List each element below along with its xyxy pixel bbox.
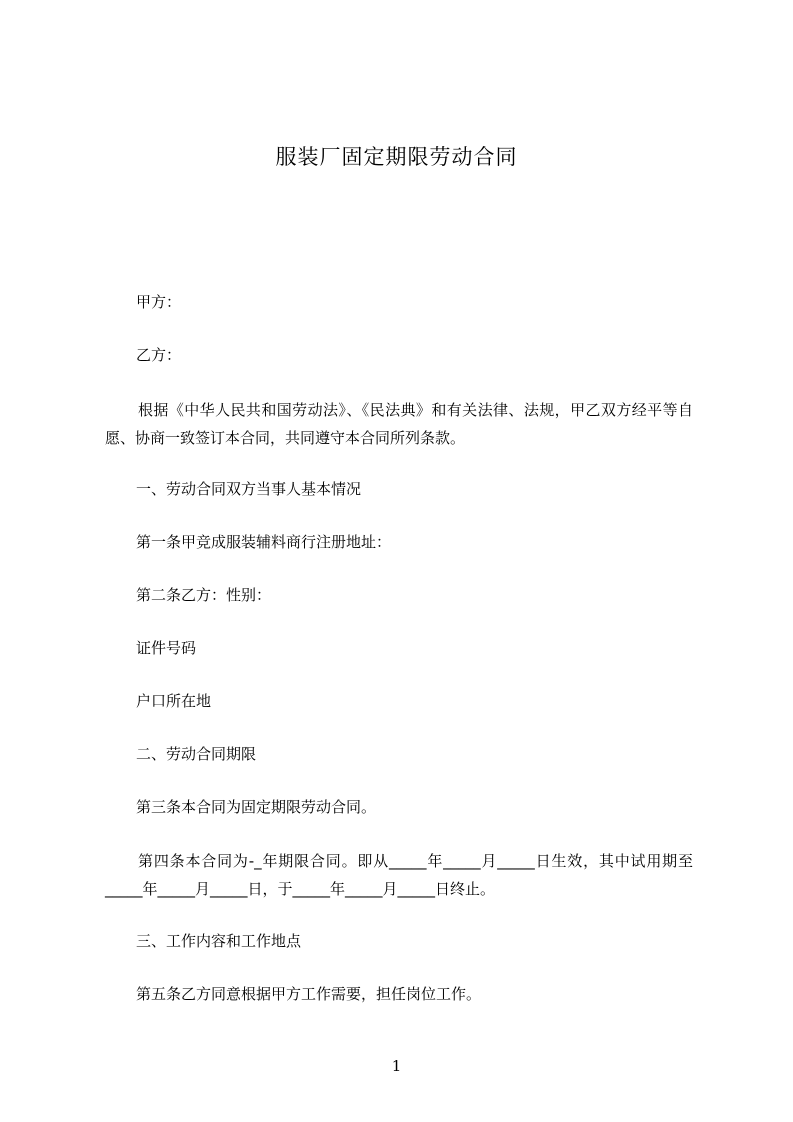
page-number: 1 <box>391 1057 402 1075</box>
section-3-heading: 三、工作内容和工作地点 <box>136 932 302 950</box>
section-1-heading: 一、劳动合同双方当事人基本情况 <box>136 480 362 498</box>
article-4-paragraph: 第四条本合同为-_年期限合同。即从_____年_____月_____日生效，其中试用期至_____年_____月_____日，于_____年_____月_____日终止。 <box>105 852 693 898</box>
preamble-paragraph: 根据《中华人民共和国劳动法》、《民法典》和有关法律、法规，甲乙双方经平等自愿、协商一致签订本合同，共同遵守本合同所列条款。 <box>105 401 693 447</box>
id-number-label: 证件号码 <box>136 639 197 657</box>
document-title: 服装厂固定期限劳动合同 <box>275 145 518 169</box>
article-1: 第一条甲竞成服装辅料商行注册地址： <box>136 533 392 551</box>
party-b-label: 乙方： <box>136 346 182 364</box>
party-a-label: 甲方： <box>136 293 182 311</box>
section-2-heading: 二、劳动合同期限 <box>136 745 257 763</box>
article-3: 第三条本合同为固定期限劳动合同。 <box>136 798 377 816</box>
article-2: 第二条乙方：性别： <box>136 586 272 604</box>
household-label: 户口所在地 <box>136 692 212 710</box>
article-5: 第五条乙方同意根据甲方工作需要，担任岗位工作。 <box>136 985 482 1003</box>
